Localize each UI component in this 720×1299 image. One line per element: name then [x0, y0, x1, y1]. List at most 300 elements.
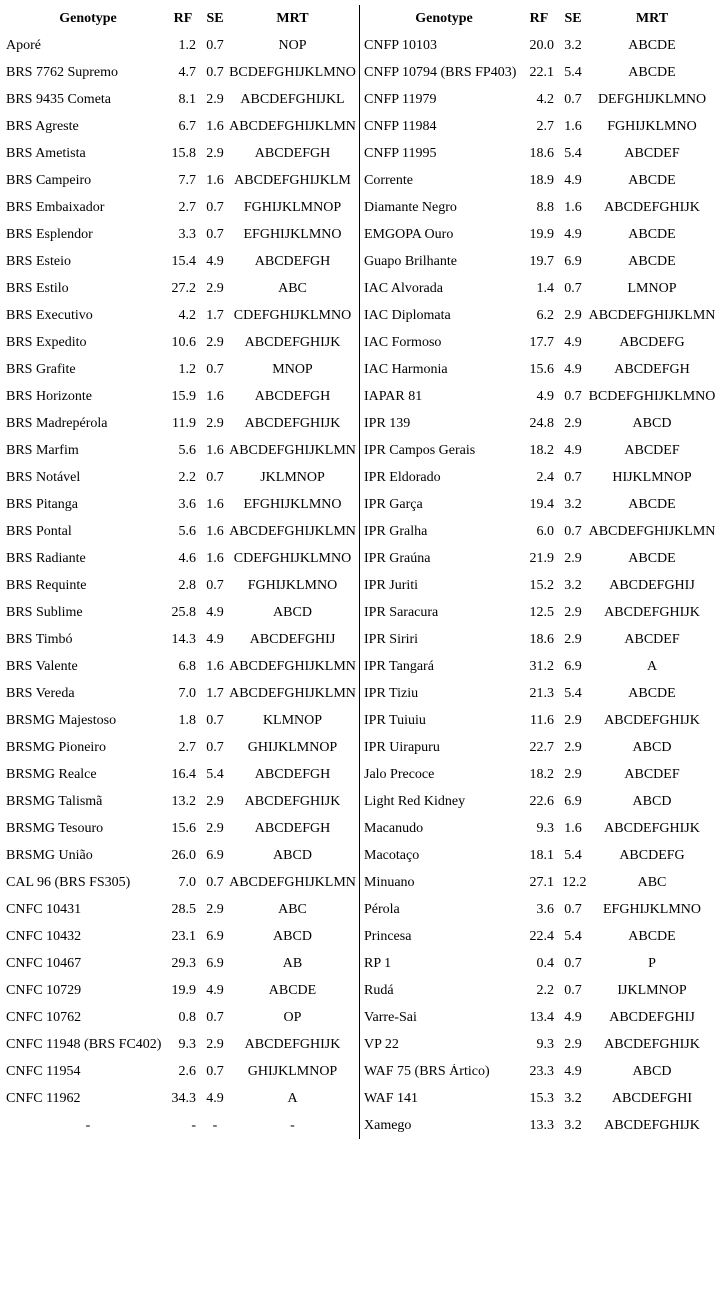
mrt-cell: EFGHIJKLMNO	[243, 496, 342, 512]
genotype-cell: IPR Graúna	[364, 550, 431, 566]
genotype-cell: IAC Harmonia	[364, 361, 448, 377]
mrt-cell: ABCDEFGHI	[611, 1090, 693, 1106]
genotype-cell: BRS Campeiro	[6, 172, 92, 188]
se-cell: 4.9	[564, 1009, 582, 1025]
genotype-cell: BRS Estilo	[6, 280, 69, 296]
mrt-cell: ABCD	[632, 793, 672, 809]
rf-cell: 18.6	[529, 145, 554, 161]
se-cell: 0.7	[564, 955, 582, 971]
table-row	[6, 221, 359, 248]
se-cell: 0.7	[206, 712, 224, 728]
genotype-cell: BRSMG Pioneiro	[6, 739, 106, 755]
se-cell: 4.9	[206, 253, 224, 269]
table-row	[364, 86, 720, 113]
se-cell: 2.9	[564, 739, 582, 755]
table-row	[364, 680, 720, 707]
table-row	[6, 302, 359, 329]
mrt-column-header: MRT	[276, 10, 309, 26]
genotype-cell: CNFP 10794 (BRS FP403)	[364, 64, 517, 80]
table-row	[364, 788, 720, 815]
se-cell: 2.9	[564, 631, 582, 647]
genotype-cell: BRS Ametista	[6, 145, 86, 161]
mrt-cell: ABCDEFGHIJ	[609, 577, 695, 593]
genotype-cell: Aporé	[6, 37, 41, 53]
table-row	[364, 464, 720, 491]
genotype-cell: BRS Pitanga	[6, 496, 78, 512]
mrt-cell: GHIJKLMNOP	[247, 1063, 338, 1079]
rf-cell: 0.4	[536, 955, 554, 971]
se-cell: 6.9	[564, 658, 582, 674]
se-cell: 0.7	[206, 226, 224, 242]
mrt-cell: ABCDE	[628, 928, 676, 944]
se-cell: 0.7	[206, 739, 224, 755]
genotype-cell: BRS Timbó	[6, 631, 73, 647]
se-cell: 2.9	[206, 91, 224, 107]
se-cell: 2.9	[564, 712, 582, 728]
se-cell: 0.7	[564, 982, 582, 998]
se-cell: 5.4	[564, 847, 582, 863]
table-row	[364, 977, 720, 1004]
se-cell: 4.9	[564, 1063, 582, 1079]
genotype-cell: CAL 96 (BRS FS305)	[6, 874, 131, 890]
left-table	[0, 5, 359, 1139]
rf-cell: 34.3	[171, 1090, 196, 1106]
rf-column-header: RF	[173, 10, 193, 26]
table-row	[364, 275, 720, 302]
genotype-cell: BRS Esplendor	[6, 226, 93, 242]
genotype-cell: BRS Expedito	[6, 334, 87, 350]
table-row	[6, 491, 359, 518]
se-cell: 0.7	[206, 37, 224, 53]
rf-cell: 1.8	[178, 712, 196, 728]
rf-cell: 4.2	[178, 307, 196, 323]
genotype-cell: BRS Vereda	[6, 685, 75, 701]
rf-cell: 19.9	[171, 982, 196, 998]
genotype-cell: Light Red Kidney	[364, 793, 466, 809]
mrt-cell: ABCDE	[628, 685, 676, 701]
mrt-cell: ABCD	[632, 1063, 672, 1079]
rf-cell: 13.3	[529, 1117, 554, 1133]
table-row	[364, 599, 720, 626]
mrt-cell: BCDEFGHIJKLMNO	[229, 64, 356, 80]
table-row	[364, 356, 720, 383]
genotype-cell: CNFC 10431	[6, 901, 82, 917]
genotype-cell: Pérola	[364, 901, 400, 917]
se-cell: 2.9	[206, 415, 224, 431]
table-row	[364, 329, 720, 356]
mrt-cell: ABCDEFGHIJK	[604, 1036, 700, 1052]
mrt-cell: ABCDEFGHIJK	[244, 334, 341, 350]
right-table	[360, 5, 720, 1139]
rf-cell: 0.8	[178, 1009, 196, 1025]
mrt-cell: ABCDEFGHIJK	[244, 1036, 341, 1052]
genotype-cell: WAF 141	[364, 1090, 419, 1106]
table-row	[6, 248, 359, 275]
mrt-cell: ABCDEFGHIJK	[604, 712, 700, 728]
table-row	[6, 32, 359, 59]
genotype-cell: IPR Tuiuiu	[364, 712, 426, 728]
table-row	[364, 194, 720, 221]
rf-cell: 15.3	[529, 1090, 554, 1106]
se-cell: 2.9	[564, 604, 582, 620]
table-row	[6, 437, 359, 464]
rf-cell: 13.2	[171, 793, 196, 809]
mrt-cell: ABCDEFGHIJ	[249, 631, 336, 647]
table-row	[6, 86, 359, 113]
table-row	[6, 734, 359, 761]
mrt-cell: ABCDE	[628, 226, 676, 242]
mrt-cell: ABCD	[273, 604, 312, 620]
table-row	[364, 1112, 720, 1139]
genotype-cell: IAC Alvorada	[364, 280, 443, 296]
mrt-cell: ABCDEFGHIJKLMN	[229, 118, 356, 134]
rf-cell: 9.3	[536, 1036, 554, 1052]
rf-cell: 11.9	[172, 415, 196, 431]
mrt-cell: ABCD	[273, 847, 312, 863]
rf-cell: 18.6	[529, 631, 554, 647]
right-table-body	[364, 32, 720, 1139]
rf-cell: 6.7	[178, 118, 196, 134]
genotype-cell: BRSMG União	[6, 847, 93, 863]
rf-cell: 15.9	[171, 388, 196, 404]
genotype-cell: BRS Valente	[6, 658, 78, 674]
genotype-cell: BRS Notável	[6, 469, 81, 485]
table-row	[364, 653, 720, 680]
genotype-cell: IPR Eldorado	[364, 469, 441, 485]
table-row	[6, 1085, 359, 1112]
table-row	[6, 356, 359, 383]
mrt-cell: ABCDE	[628, 64, 676, 80]
rf-cell: 22.6	[529, 793, 554, 809]
rf-cell: 5.6	[178, 523, 196, 539]
mrt-cell: ABCDEFGHIJKLMN	[229, 523, 356, 539]
table-row	[364, 248, 720, 275]
mrt-cell: FGHIJKLMNO	[607, 118, 697, 134]
mrt-cell: ABCDEFGHIJK	[244, 793, 341, 809]
rf-cell: 18.1	[529, 847, 554, 863]
genotype-cell: CNFC 11962	[6, 1090, 81, 1106]
se-cell: 2.9	[206, 1036, 224, 1052]
rf-cell: 31.2	[529, 658, 554, 674]
se-cell: 1.6	[206, 442, 224, 458]
rf-cell: 4.2	[536, 91, 554, 107]
se-cell: 0.7	[206, 1009, 224, 1025]
rf-cell: 15.6	[171, 820, 196, 836]
table-row	[364, 869, 720, 896]
table-row	[364, 896, 720, 923]
rf-cell: 6.0	[536, 523, 554, 539]
genotype-cell: BRS Agreste	[6, 118, 79, 134]
table-row	[6, 383, 359, 410]
genotype-cell: Xamego	[364, 1117, 412, 1133]
mrt-cell: ABCDE	[628, 253, 676, 269]
mrt-cell: IJKLMNOP	[617, 982, 687, 998]
se-cell: 4.9	[206, 604, 224, 620]
genotype-cell: BRS Sublime	[6, 604, 83, 620]
genotype-cell: IPR Saracura	[364, 604, 439, 620]
genotype-cell: BRS 7762 Supremo	[6, 64, 119, 80]
mrt-cell: ABCDE	[628, 550, 676, 566]
mrt-cell: ABCDE	[268, 982, 317, 998]
se-cell: 1.6	[206, 172, 224, 188]
table-row	[364, 32, 720, 59]
se-cell: 1.7	[206, 685, 224, 701]
se-cell: 0.7	[206, 577, 224, 593]
table-row	[364, 1004, 720, 1031]
genotype-cell: IPR Campos Gerais	[364, 442, 476, 458]
mrt-cell: ABCDEFGHIJKLMN	[229, 658, 356, 674]
rf-cell: 22.7	[529, 739, 554, 755]
table-row	[364, 518, 720, 545]
se-cell: 4.9	[564, 226, 582, 242]
mrt-cell: MNOP	[272, 361, 313, 377]
genotype-cell: BRSMG Talismã	[6, 793, 103, 809]
mrt-cell: FGHIJKLMNOP	[243, 199, 342, 215]
rf-cell: 13.4	[529, 1009, 554, 1025]
genotype-cell: Princesa	[364, 928, 412, 944]
left-table-body	[6, 32, 359, 1139]
mrt-cell: CDEFGHIJKLMNO	[233, 307, 352, 323]
mrt-cell: ABCDEFGHIJKLMN	[588, 523, 716, 539]
rf-cell: 17.7	[529, 334, 554, 350]
se-cell: 0.7	[206, 361, 224, 377]
se-cell: 6.9	[206, 847, 224, 863]
se-cell: 2.9	[206, 334, 224, 350]
rf-cell: 11.6	[530, 712, 554, 728]
se-cell: 0.7	[206, 64, 224, 80]
mrt-cell: ABCDEFGHIJKLMN	[588, 307, 716, 323]
se-cell: 0.7	[564, 388, 582, 404]
table-row	[6, 950, 359, 977]
rf-cell: 4.9	[536, 388, 554, 404]
genotype-cell: Guapo Brilhante	[364, 253, 457, 269]
table-row	[6, 329, 359, 356]
mrt-cell: ABCDEFGHIJK	[604, 199, 700, 215]
mrt-cell: ABCD	[632, 415, 672, 431]
table-row	[364, 437, 720, 464]
mrt-cell: DEFGHIJKLMNO	[597, 91, 707, 107]
se-cell: 1.6	[206, 658, 224, 674]
genotype-cell: BRSMG Realce	[6, 766, 97, 782]
genotype-cell: CNFP 10103	[364, 37, 438, 53]
se-cell: 2.9	[206, 280, 224, 296]
rf-cell: 26.0	[171, 847, 196, 863]
rf-cell: 3.3	[178, 226, 196, 242]
se-cell: 0.7	[206, 874, 224, 890]
table-row	[6, 113, 359, 140]
se-cell: 1.6	[206, 496, 224, 512]
genotype-cell: BRS Pontal	[6, 523, 72, 539]
se-cell: 12.2	[562, 874, 587, 890]
left-table-header	[6, 5, 359, 32]
mrt-cell: JKLMNOP	[260, 469, 325, 485]
rf-cell: -	[191, 1117, 196, 1133]
table-row	[364, 815, 720, 842]
se-cell: 0.7	[564, 523, 582, 539]
mrt-cell: A	[646, 658, 658, 674]
rf-cell: 22.4	[529, 928, 554, 944]
table-row	[6, 167, 359, 194]
table-row	[6, 707, 359, 734]
mrt-cell: AB	[282, 955, 303, 971]
se-cell: 4.9	[564, 172, 582, 188]
se-cell: 0.7	[564, 280, 582, 296]
rf-cell: 4.7	[178, 64, 196, 80]
se-cell: 5.4	[564, 145, 582, 161]
rf-cell: 8.8	[536, 199, 554, 215]
rf-cell: 2.2	[178, 469, 196, 485]
genotype-cell: CNFP 11984	[364, 118, 437, 134]
mrt-cell: HIJKLMNOP	[612, 469, 692, 485]
rf-cell: 19.7	[529, 253, 554, 269]
mrt-cell: ABCDEFGH	[254, 388, 331, 404]
rf-cell: 6.2	[536, 307, 554, 323]
table-row	[364, 167, 720, 194]
rf-cell: 12.5	[529, 604, 554, 620]
se-cell: 2.9	[564, 550, 582, 566]
mrt-cell: ABCDEFG	[619, 847, 685, 863]
rf-cell: 18.2	[529, 766, 554, 782]
rf-cell: 21.9	[529, 550, 554, 566]
genotype-cell: IAPAR 81	[364, 388, 423, 404]
table-row	[364, 950, 720, 977]
genotype-cell: Corrente	[364, 172, 413, 188]
genotype-cell: Macanudo	[364, 820, 424, 836]
mrt-cell: ABC	[278, 901, 307, 917]
mrt-cell: ABCDEFGHIJ	[609, 1009, 695, 1025]
mrt-cell: FGHIJKLMNO	[247, 577, 338, 593]
rf-cell: 29.3	[171, 955, 196, 971]
mrt-cell: ABC	[278, 280, 307, 296]
genotype-column-header: Genotype	[415, 10, 473, 26]
table-row	[364, 383, 720, 410]
rf-cell: 2.7	[178, 739, 196, 755]
mrt-cell: ABCDE	[628, 496, 676, 512]
se-cell: 3.2	[564, 496, 582, 512]
right-table-header	[364, 5, 720, 32]
table-row	[6, 626, 359, 653]
se-cell: 6.9	[206, 955, 224, 971]
mrt-cell: ABCDE	[628, 37, 676, 53]
genotype-cell: BRS Requinte	[6, 577, 87, 593]
genotype-cell: BRS 9435 Cometa	[6, 91, 112, 107]
rf-cell: 27.1	[529, 874, 554, 890]
mrt-cell: ABCDEFGH	[614, 361, 690, 377]
se-cell: 1.6	[206, 388, 224, 404]
rf-cell: 15.6	[529, 361, 554, 377]
table-row	[364, 707, 720, 734]
se-cell: 1.6	[564, 820, 582, 836]
mrt-cell: ABCDEFGHIJKLM	[234, 172, 351, 188]
rf-cell: 9.3	[536, 820, 554, 836]
genotype-cell: Jalo Precoce	[364, 766, 435, 782]
table-row	[6, 518, 359, 545]
genotype-cell: CNFC 10432	[6, 928, 82, 944]
mrt-cell: LMNOP	[627, 280, 677, 296]
se-cell: 3.2	[564, 577, 582, 593]
table-row	[364, 923, 720, 950]
se-cell: 5.4	[564, 64, 582, 80]
mrt-cell: EFGHIJKLMNO	[243, 226, 342, 242]
se-cell: 4.9	[206, 631, 224, 647]
genotype-cell: Minuano	[364, 874, 415, 890]
mrt-cell: ABCD	[632, 739, 672, 755]
table-row	[6, 977, 359, 1004]
rf-cell: 7.0	[178, 685, 196, 701]
se-cell: 1.6	[564, 118, 582, 134]
se-cell: 2.9	[564, 307, 582, 323]
rf-cell: 25.8	[171, 604, 196, 620]
table-row	[6, 1112, 359, 1139]
se-cell: 4.9	[206, 1090, 224, 1106]
se-cell: 2.9	[206, 793, 224, 809]
table-row	[6, 923, 359, 950]
se-cell: 6.9	[564, 253, 582, 269]
table-row	[6, 680, 359, 707]
mrt-cell: OP	[283, 1009, 302, 1025]
table-row	[364, 410, 720, 437]
mrt-column-header: MRT	[635, 10, 669, 26]
genotype-cell: CNFC 11948 (BRS FC402)	[6, 1036, 162, 1052]
mrt-cell: EFGHIJKLMNO	[603, 901, 701, 917]
table-row	[364, 1031, 720, 1058]
se-cell: -	[212, 1117, 218, 1133]
rf-cell: 22.1	[529, 64, 554, 80]
genotype-cell: IPR 139	[364, 415, 411, 431]
se-cell: 4.9	[564, 361, 582, 377]
table-row	[6, 869, 359, 896]
genotype-cell: IPR Tangará	[364, 658, 434, 674]
mrt-cell: CDEFGHIJKLMNO	[233, 550, 352, 566]
se-cell: 2.9	[206, 820, 224, 836]
rf-cell: 19.9	[529, 226, 554, 242]
genotype-cell: BRS Esteio	[6, 253, 71, 269]
mrt-cell: ABCDEFGH	[254, 766, 331, 782]
mrt-cell: -	[290, 1117, 295, 1133]
rf-cell: 18.2	[529, 442, 554, 458]
rf-cell: 2.7	[178, 199, 196, 215]
table-row	[364, 572, 720, 599]
se-cell: 0.7	[564, 91, 582, 107]
genotype-cell: IAC Diplomata	[364, 307, 451, 323]
table-row	[6, 1004, 359, 1031]
table-row	[6, 140, 359, 167]
rf-column-header: RF	[529, 10, 549, 26]
genotype-cell: Macotaço	[364, 847, 420, 863]
rf-cell: 16.4	[171, 766, 196, 782]
mrt-cell: ABCDEFGHIJKLMN	[229, 685, 356, 701]
genotype-cell: BRSMG Tesouro	[6, 820, 104, 836]
rf-cell: 10.6	[171, 334, 196, 350]
se-cell: 3.2	[564, 1117, 582, 1133]
genotype-cell: CNFC 10729	[6, 982, 82, 998]
genotype-cell: BRS Grafite	[6, 361, 76, 377]
rf-cell: 15.4	[171, 253, 196, 269]
mrt-cell: ABCDEFGHIJK	[604, 1117, 700, 1133]
table-row	[364, 545, 720, 572]
rf-cell: 2.6	[178, 1063, 196, 1079]
genotype-cell: CNFP 11995	[364, 145, 437, 161]
rf-cell: 5.6	[178, 442, 196, 458]
se-cell: 4.9	[206, 982, 224, 998]
se-cell: 5.4	[564, 685, 582, 701]
mrt-cell: ABCDEFGH	[254, 253, 331, 269]
table-row	[6, 653, 359, 680]
mrt-cell: ABCDE	[628, 172, 676, 188]
genotype-cell: BRS Horizonte	[6, 388, 92, 404]
se-cell: 4.9	[564, 334, 582, 350]
genotype-cell: EMGOPA Ouro	[364, 226, 454, 242]
